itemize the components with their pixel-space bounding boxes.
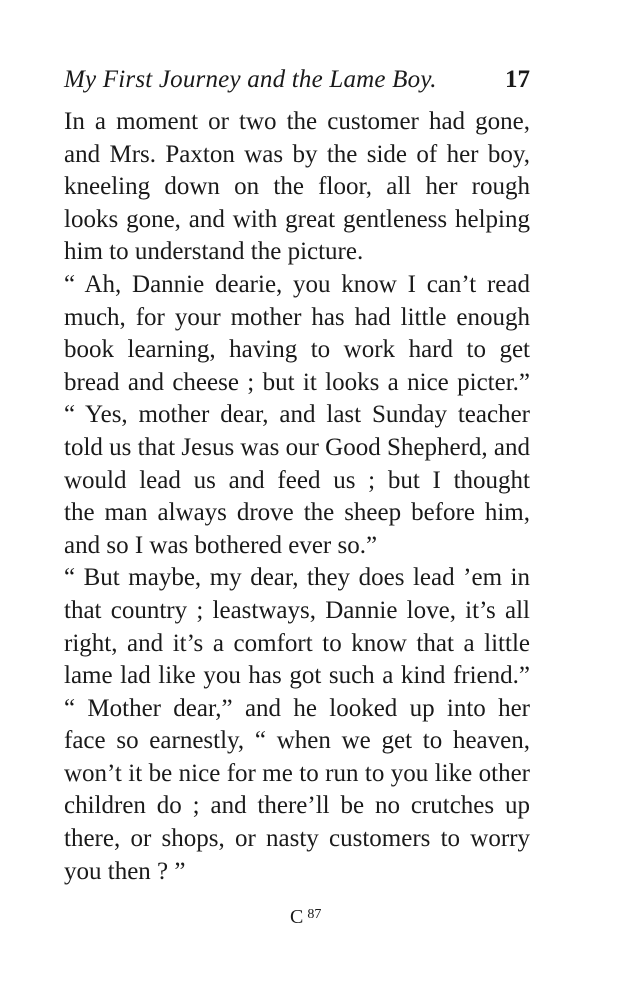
text-line: him to understand the picture. bbox=[64, 238, 364, 266]
text-line: looks gone, and with great gentleness helping bbox=[64, 205, 530, 233]
signature-mark bbox=[290, 902, 321, 932]
text-line: right, and it’s a comfort to know that a little bbox=[64, 629, 530, 657]
text-line: “ Yes, mother dear, and last Sunday teacher bbox=[64, 401, 530, 429]
text-line: won’t it be nice for me to run to you like other bbox=[64, 759, 530, 787]
signature-letter: C bbox=[290, 906, 304, 928]
running-title: My First Journey and the Lame Boy. bbox=[64, 66, 437, 93]
text-line: bread and cheese ; but it looks a nice picter.” bbox=[64, 368, 530, 396]
text-line: much, for your mother has had little enough bbox=[64, 303, 530, 331]
text-line: face so earnestly, “ when we get to heaven, bbox=[64, 727, 530, 755]
page-number: 17 bbox=[505, 66, 530, 93]
signature-number: 87 bbox=[307, 907, 322, 922]
text-line: would lead us and feed us ; but I thought bbox=[64, 466, 530, 494]
text-line: you then ? ” bbox=[64, 857, 186, 885]
text-line: book learning, having to work hard to get bbox=[64, 336, 530, 364]
text-line: “ Mother dear,” and he looked up into her bbox=[64, 694, 530, 722]
text-line: kneeling down on the floor, all her rough bbox=[64, 173, 530, 201]
text-line: In a moment or two the customer had gone, bbox=[64, 108, 530, 135]
running-head bbox=[64, 60, 530, 100]
text-line: told us that Jesus was our Good Shepherd, and bbox=[64, 433, 530, 461]
text-line: “ But maybe, my dear, they does lead ’em in bbox=[64, 564, 530, 592]
text-line: there, or shops, or nasty customers to worry bbox=[64, 825, 530, 853]
body-text bbox=[64, 106, 530, 888]
text-line: lame lad like you has got such a kind friend.” bbox=[64, 662, 530, 690]
text-line: and Mrs. Paxton was by the side of her boy, bbox=[64, 140, 530, 168]
text-line: the man always drove the sheep before him, bbox=[64, 499, 530, 527]
text-line: “ Ah, Dannie dearie, you know I can’t read bbox=[64, 270, 530, 298]
text-line: and so I was bothered ever so.” bbox=[64, 531, 378, 559]
text-line: children do ; and there’ll be no crutches up bbox=[64, 792, 530, 820]
text-line: that country ; leastways, Dannie love, it’s all bbox=[64, 596, 530, 624]
